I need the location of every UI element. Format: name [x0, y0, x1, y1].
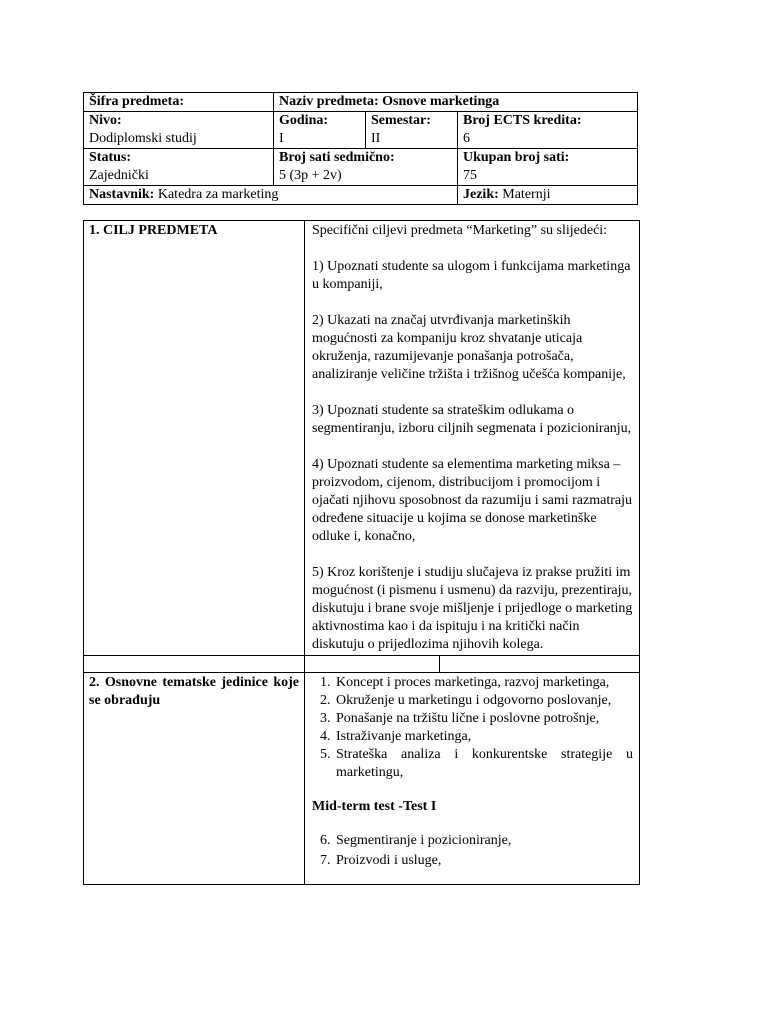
topics-list-continued: [312, 832, 633, 870]
list-item: 6. Segmentiranje i pozicioniranje,: [334, 832, 633, 850]
tematske-content-cell: [305, 673, 640, 885]
semestar-value: II: [371, 131, 381, 146]
topics-list: [312, 674, 633, 782]
semestar-cell: [366, 112, 458, 149]
cilj-goal-2: 2) Ukazati na značaj utvrđivanja marketinških mogućnosti za kompaniju kroz shvatanje uticaja okruženja, razumijevanje ponašanja potrošača, analiziranje veličine tržišta i tržišnog učešća kompanije,: [312, 313, 626, 382]
sifra-label: Šifra predmeta:: [89, 94, 184, 109]
nivo-label: Nivo:: [89, 113, 122, 128]
sati-sedmicno-value: 5 (3p + 2v): [279, 168, 342, 183]
nivo-value: Dodiplomski studij: [89, 131, 197, 146]
spacer-cell-1: [84, 656, 305, 673]
tematske-heading: 2. Osnovne tematske jedinice koje se obrađuju: [89, 675, 299, 708]
spacer-row: [84, 656, 640, 673]
status-label: Status:: [89, 150, 132, 165]
nivo-cell: [84, 112, 274, 149]
ects-value: 6: [463, 131, 470, 146]
midterm-label: Mid-term test -Test I: [312, 799, 437, 814]
list-item: 2. Okruženje u marketingu i odgovorno poslovanje,: [334, 692, 633, 710]
godina-label: Godina:: [279, 113, 329, 128]
naziv-value: Osnove marketinga: [382, 94, 500, 109]
cilj-goal-1: 1) Upoznati studente sa ulogom i funkcijama marketinga u kompaniji,: [312, 259, 631, 292]
spacer-cell-2: [305, 656, 440, 673]
sifra-cell: [84, 93, 274, 112]
ects-cell: [458, 112, 638, 149]
naziv-label: Naziv predmeta:: [279, 94, 379, 109]
godina-value: I: [279, 131, 284, 146]
cilj-intro: Specifični ciljevi predmeta “Marketing” su slijedeći:: [312, 223, 608, 238]
list-item: 4. Istraživanje marketinga,: [334, 728, 633, 746]
ukupno-value: 75: [463, 168, 477, 183]
ukupno-label: Ukupan broj sati:: [463, 150, 570, 165]
nastavnik-label: Nastavnik:: [89, 187, 155, 202]
tematske-heading-cell: [84, 673, 305, 885]
course-header-table: [83, 92, 638, 205]
status-cell: [84, 149, 274, 186]
list-item: 3. Ponašanje na tržištu lične i poslovne potrošnje,: [334, 710, 633, 728]
sati-sedmicno-label: Broj sati sedmično:: [279, 150, 395, 165]
nastavnik-value: Katedra za marketing: [157, 187, 279, 202]
jezik-label: Jezik:: [463, 187, 499, 202]
ects-label: Broj ECTS kredita:: [463, 113, 582, 128]
cilj-goal-3: 3) Upoznati studente sa strateškim odlukama o segmentiranju, izboru ciljnih segmenata i pozicioniranju,: [312, 403, 632, 436]
semestar-label: Semestar:: [371, 113, 431, 128]
list-item: 7. Proizvodi i usluge,: [334, 852, 633, 870]
course-content-table: [83, 220, 640, 885]
sati-sedmicno-cell: [274, 149, 458, 186]
nastavnik-cell: [84, 186, 458, 205]
godina-cell: [274, 112, 366, 149]
cilj-goal-5: 5) Kroz korištenje i studiju slučajeva iz prakse pružiti im mogućnost (i pismenu i usmenu) da razviju, prezentiraju, diskutuju i brane svoje mišljenje i prijedloge o marketing aktivnostima kao i da ispituju i na kritički način diskutuju o prijedlozima njihovih kolega.: [312, 565, 633, 652]
ukupno-cell: [458, 149, 638, 186]
cilj-heading-cell: [84, 221, 305, 656]
jezik-cell: [458, 186, 638, 205]
cilj-goal-4: 4) Upoznati studente sa elementima marketing miksa – proizvodom, cijenom, distribucijom i promocijom i ojačati njihovu sposobnost da razumiju i sami razmatraju određene situacije u kojima se donose marketinške odluke i, konačno,: [312, 457, 632, 544]
status-value: Zajednički: [89, 168, 149, 183]
naziv-cell: [274, 93, 638, 112]
list-item: 5. Strateška analiza i konkurentske strategije u marketingu,: [334, 746, 633, 782]
list-item: 1. Koncept i proces marketinga, razvoj marketinga,: [334, 674, 633, 692]
cilj-heading: 1. CILJ PREDMETA: [89, 223, 218, 238]
spacer-cell-3: [440, 656, 640, 673]
cilj-content-cell: [305, 221, 640, 656]
jezik-value: Maternji: [502, 187, 551, 202]
